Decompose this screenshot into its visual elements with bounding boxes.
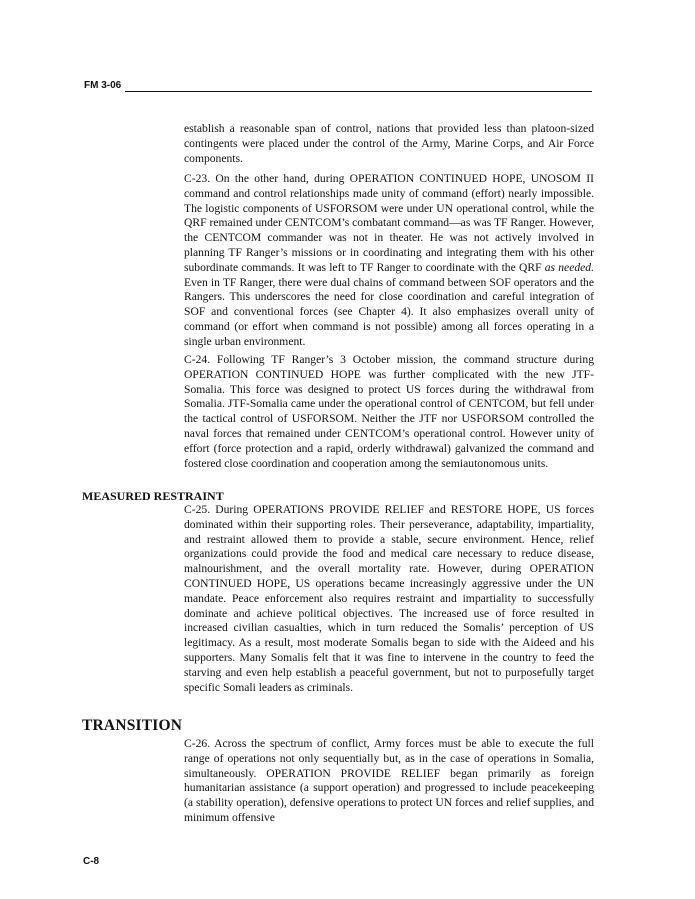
paragraph-c-25: C-25. During OPERATIONS PROVIDE RELIEF and RESTORE HOPE, US forces dominated within their supporting roles. Their perseverance, adaptability, impartiality, and restraint allowed them to provide a stable, secure environment. Hence, relief organizations could provide the food and medical care necessary to reduce disease, malnourishment, and the overall mortality rate. However, during OPERATION CONTINUED HOPE, US operations became increasingly aggressive under the UN mandate. Peace enforcement also requires restraint and impartiality to successfully dominate and achieve political objectives. The increased use of force resulted in increased civilian casualties, which in turn reduced the Somalis’ perception of US legitimacy. As a result, most moderate Somalis began to side with the Aideed and his supporters. Many Somalis felt that it was fine to intervene in the country to feed the starving and even help establish a peaceful government, but not to purposefully target specific Somali leaders as criminals. [184, 503, 594, 694]
paragraph-continued: establish a reasonable span of control, nations that provided less than platoon-sized contingents were placed under the control of the Army, Marine Corps, and Air Force components. [184, 122, 594, 165]
heading-transition: TRANSITION [82, 717, 183, 734]
paragraph-c-23-part-1: C-23. On the other hand, during OPERATION CONTINUED HOPE, UNOSOM II command and control relationships made unity of command (effort) nearly impossible. The logistic components of USFORSOM were under UN operational control, while the QRF remained under CENTCOM’s combatant command—as was TF Ranger. However, the CENTCOM commander was not in theater. He was not actively involved in planning TF Ranger’s missions or in coordinating and integrating them with his other subordinate commands. It was left to TF Ranger to coordinate with the QRF [184, 172, 594, 274]
running-head [84, 80, 592, 92]
page-number: C-8 [83, 856, 100, 867]
heading-measured-restraint: MEASURED RESTRAINT [82, 489, 224, 503]
paragraph-c-23-emphasis: as needed. [544, 260, 594, 274]
paragraph-c-23 [184, 172, 594, 350]
paragraph-c-23-part-2: Even in TF Ranger, there were dual chains of command between SOF operators and the Rangers. This underscores the need for close coordination and careful integration of SOF and conventional forces (see Chapter 4). It also emphasizes overall unity of command (or effort when command is not possible) among all forces operating in a single urban environment. [184, 275, 594, 348]
paragraph-c-24: C-24. Following TF Ranger’s 3 October mission, the command structure during OPERATION CONTINUED HOPE was further complicated with the new JTF-Somalia. This force was designed to protect US forces during the withdrawal from Somalia. JTF-Somalia came under the operational control of CENTCOM, but fell under the tactical control of USFORSOM. Neither the JTF nor USFORSOM controlled the naval forces that remained under CENTCOM’s operational control. However unity of effort (force protection and a rapid, orderly withdrawal) galvanized the command and fostered close coordination and cooperation among the semiautonomous units. [184, 353, 594, 470]
paragraph-c-26: C-26. Across the spectrum of conflict, Army forces must be able to execute the full range of operations not only sequentially but, as in the case of operations in Somalia, simultaneously. OPERATION PROVIDE RELIEF began primarily as foreign humanitarian assistance (a support operation) and progressed to include peacekeeping (a stability operation), defensive operations to protect UN forces and relief supplies, and minimum offensive [184, 737, 594, 824]
running-head-rule [125, 82, 592, 92]
running-head-label: FM 3-06 [84, 80, 122, 91]
